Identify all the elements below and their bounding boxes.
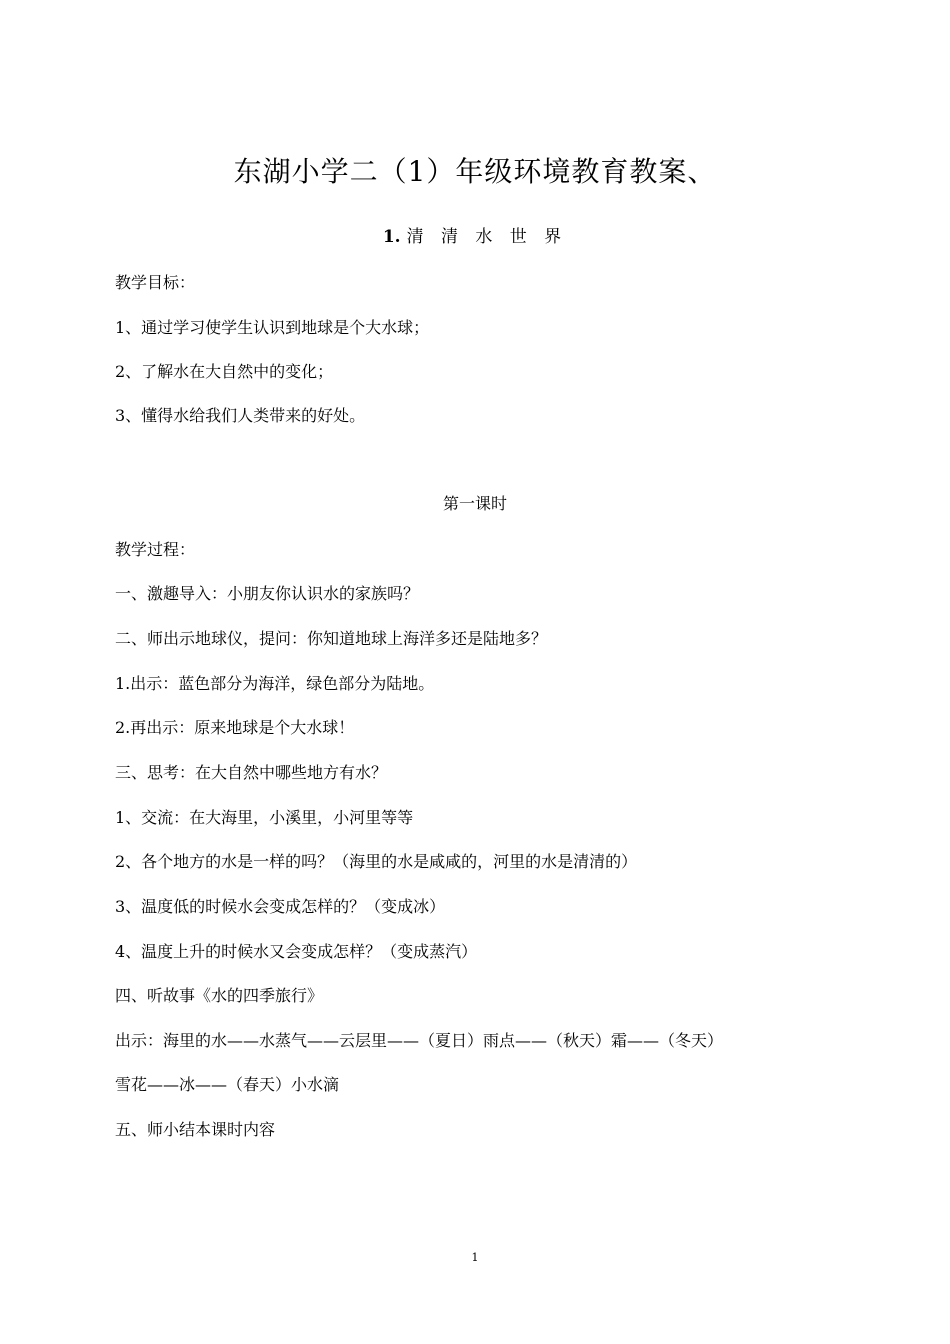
session-title: 第一课时 [442,494,507,513]
process-item: 2、各个地方的水是一样的吗？（海里的水是咸咸的，河里的水是清清的） [115,852,638,871]
objectives-heading: 教学目标： [115,273,196,292]
process-item: 雪花——冰——（春天）小水滴 [115,1075,340,1094]
process-item: 3、温度低的时候水会变成怎样的？（变成冰） [115,897,446,916]
process-item: 4、温度上升的时候水又会变成怎样？（变成蒸汽） [115,942,478,961]
process-item: 五、师小结本课时内容 [115,1120,276,1139]
process-item: 三、思考：在大自然中哪些地方有水？ [115,763,388,782]
lesson-number: 1. [382,227,401,247]
objective-item: 1、通过学习使学生认识到地球是个大水球； [115,318,430,337]
process-item: 出示：海里的水——水蒸气——云层里——（夏日）雨点——（秋天）霜——（冬天） [115,1031,724,1050]
process-item: 1.出示：蓝色部分为海洋，绿色部分为陆地。 [115,674,435,693]
document-title: 东湖小学二（1）年级环境教育教案、 [233,155,717,188]
page-number: 1 [471,1251,479,1264]
process-item: 四、听故事《水的四季旅行》 [115,986,324,1005]
objective-item: 2、了解水在大自然中的变化； [115,362,334,381]
process-item: 1、交流：在大海里，小溪里，小河里等等 [115,808,414,827]
process-heading: 教学过程： [115,540,196,559]
objective-item: 3、懂得水给我们人类带来的好处。 [115,406,366,425]
process-item: 一、激趣导入：小朋友你认识水的家族吗？ [115,584,420,603]
process-item: 二、师出示地球仪，提问：你知道地球上海洋多还是陆地多？ [115,629,548,648]
lesson-title: 清 清 水 世 界 [406,227,568,247]
lesson-heading [0,224,950,250]
process-item: 2.再出示：原来地球是个大水球！ [115,718,355,737]
